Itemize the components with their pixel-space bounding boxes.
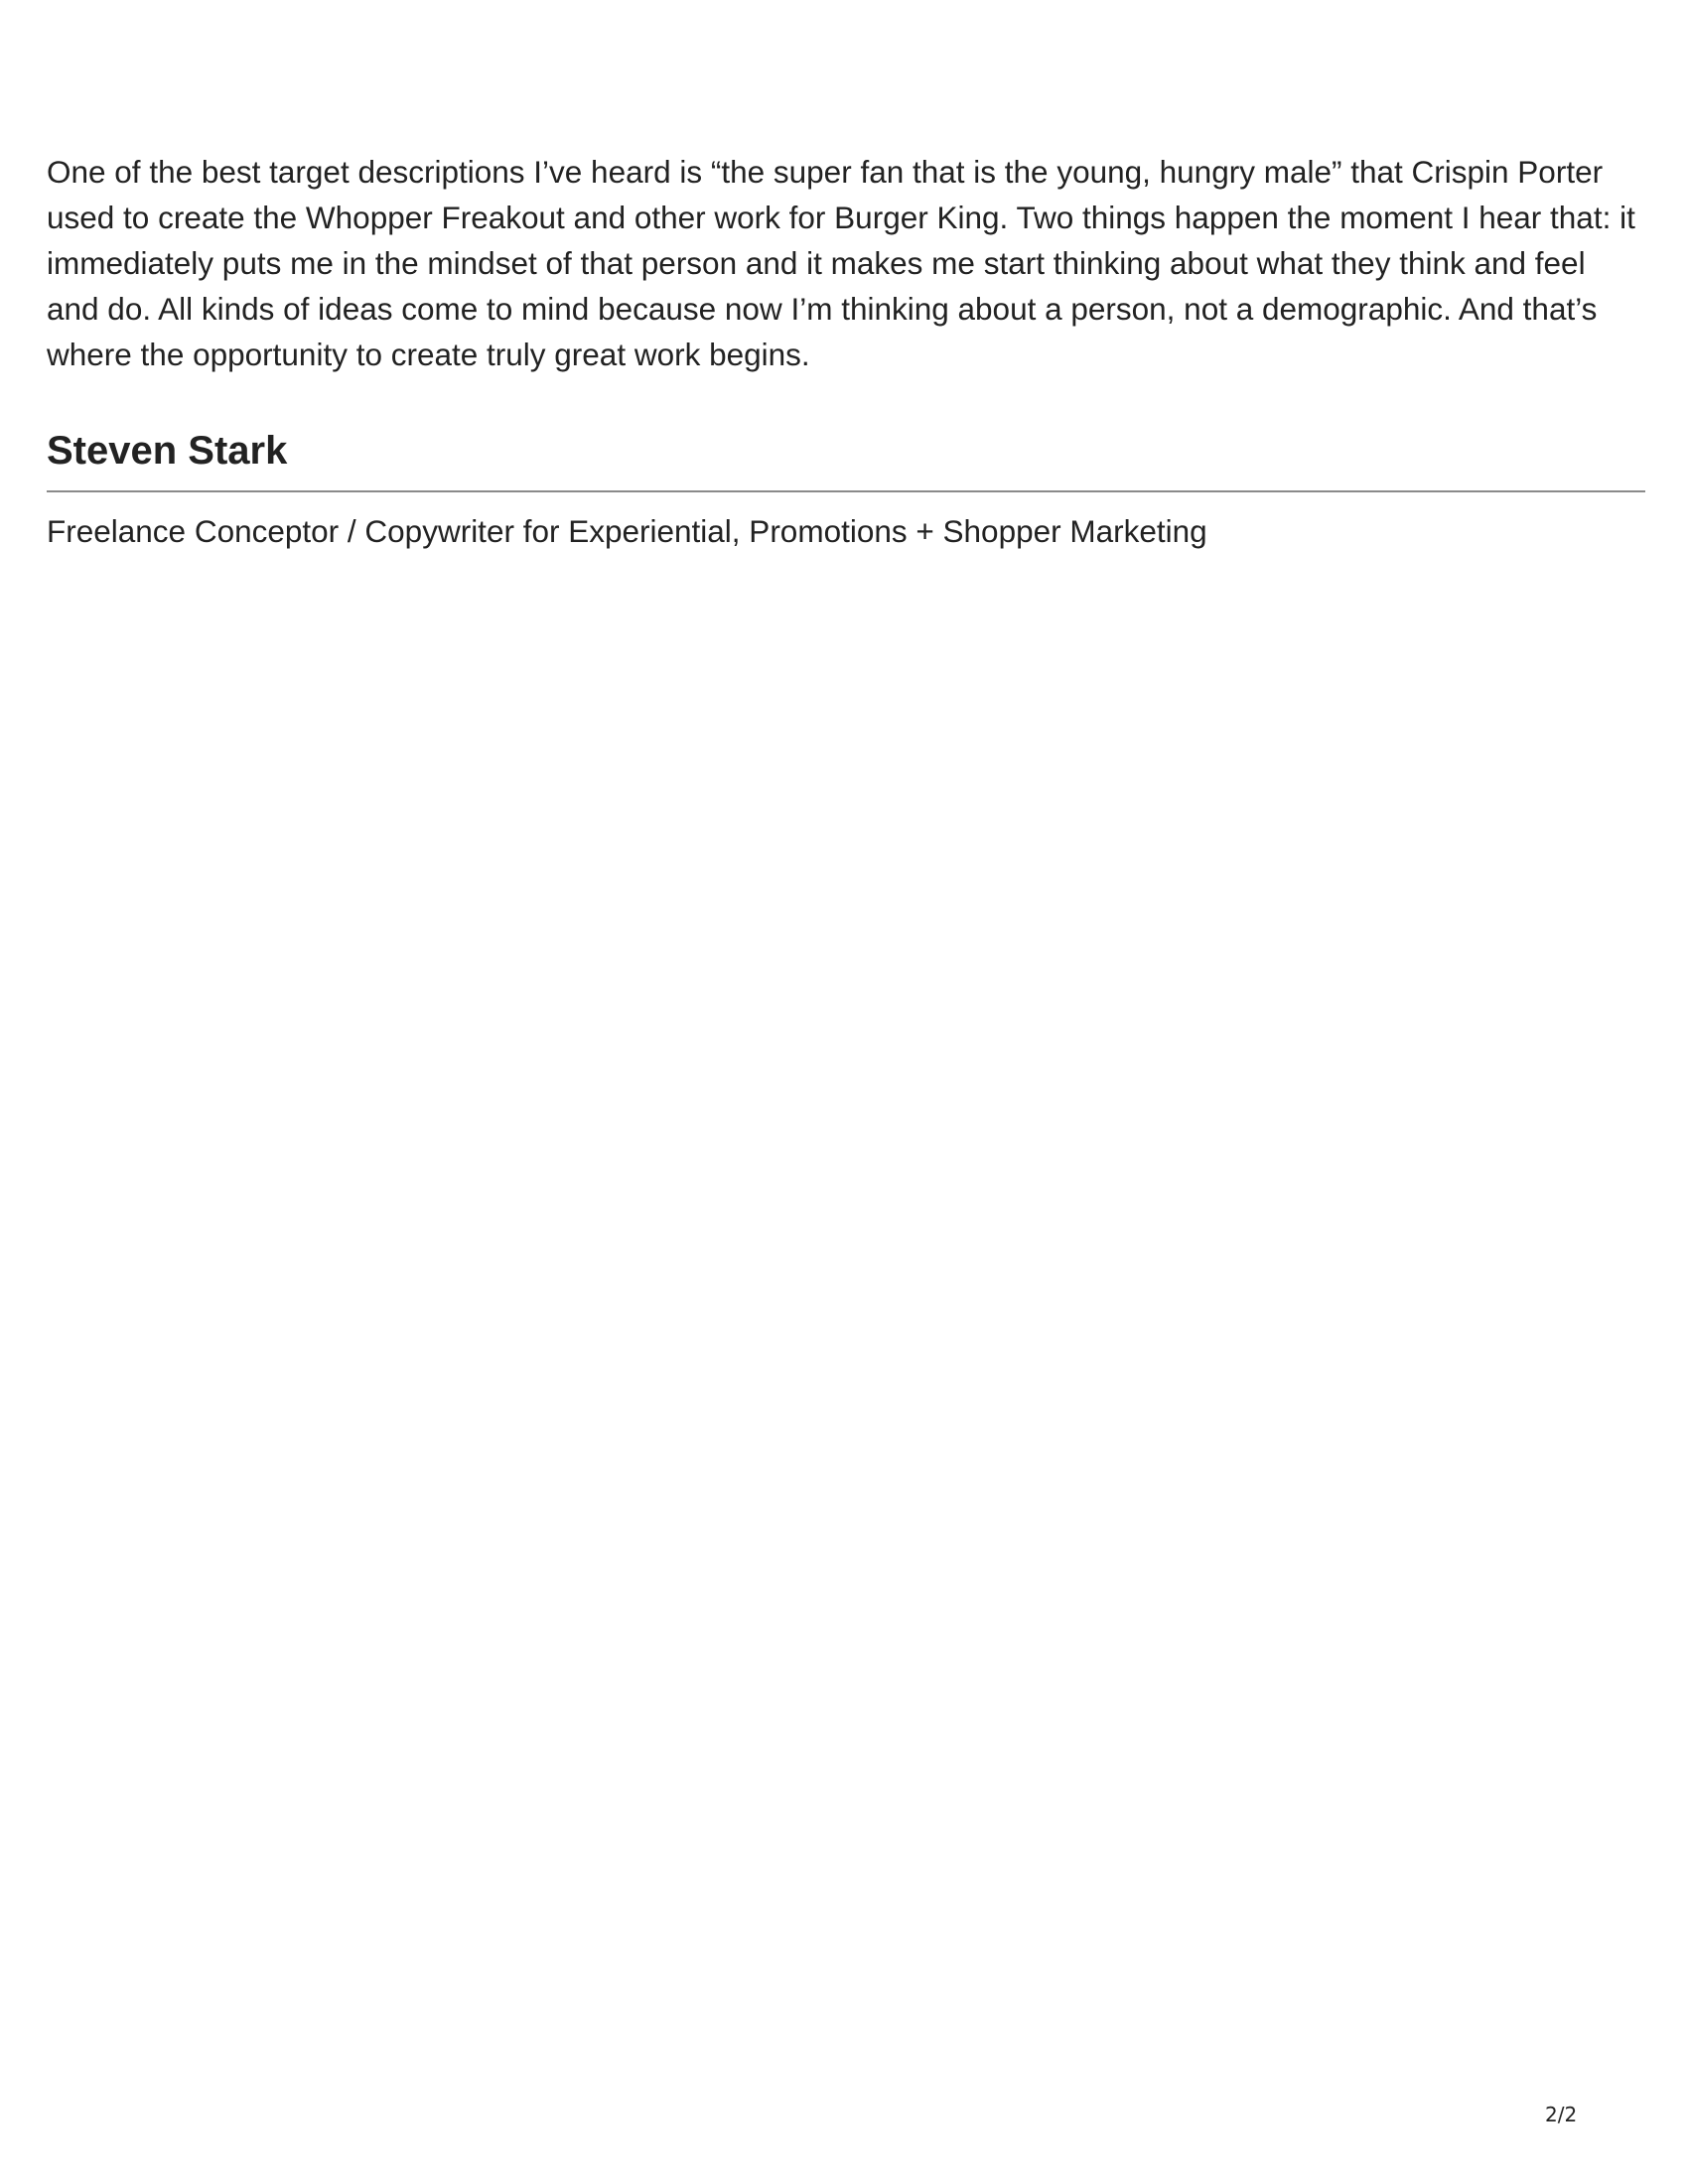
author-name: Steven Stark xyxy=(47,429,288,473)
page-number: 2/2 xyxy=(1545,2103,1578,2126)
author-title: Freelance Conceptor / Copywriter for Experiential, Promotions + Shopper Marketing xyxy=(47,513,1207,549)
article-paragraph: One of the best target descriptions I’ve heard is “the super fan that is the young, hungry male” that Crispin Porter used to create the Whopper Freakout and other work for Burger King. Two things happen the moment I hear that: it immediately puts me in the mindset of that person and it makes me start thinking about what they think and feel and do. All kinds of ideas come to mind because now I’m thinking about a person, not a demographic. And that’s where the opportunity to create truly great work begins. xyxy=(47,154,1635,372)
author-divider xyxy=(47,490,1645,492)
